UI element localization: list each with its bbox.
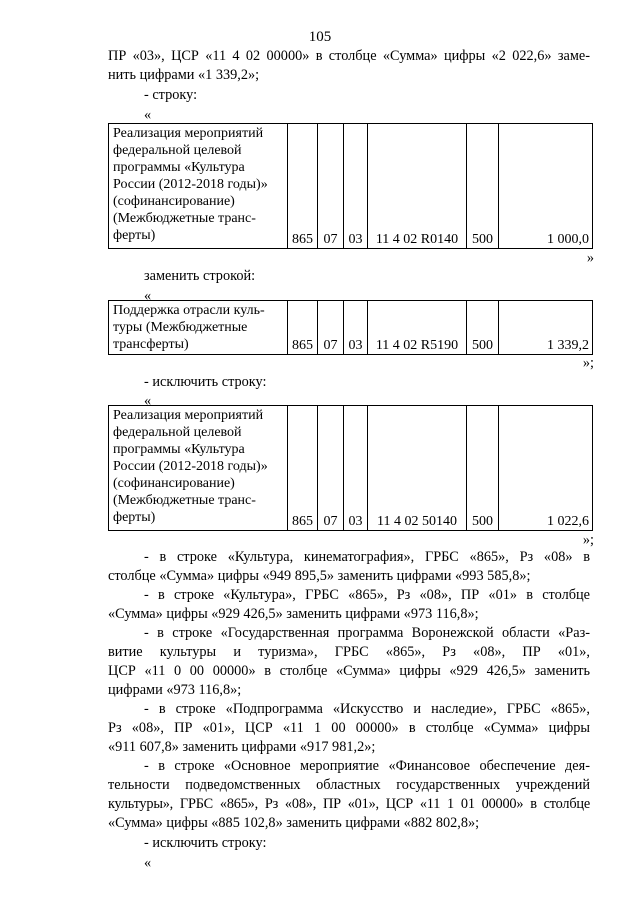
csr-cell: 11 4 02 R0140 <box>368 124 467 249</box>
vr-cell: 500 <box>467 301 499 355</box>
paragraph-line: «Сумма» цифры «885 102,8» заменить цифрами «882 802,8»; <box>108 815 480 831</box>
paragraph-line: - в строке «Государственная программа Воронежской области «Раз- <box>144 625 590 641</box>
pr-cell: 03 <box>344 301 368 355</box>
close-quote: »; <box>582 355 594 371</box>
sum-cell: 1 000,0 <box>499 124 593 249</box>
grbs-cell: 865 <box>288 124 318 249</box>
paragraph-line: - в строке «Основное мероприятие «Финансовое обеспечение дея- <box>144 758 590 774</box>
sum-cell: 1 022,6 <box>499 406 593 531</box>
instruction-label: - исключить строку: <box>144 374 267 390</box>
paragraph-line: столбце «Сумма» цифры «949 895,5» заменить цифрами «993 585,8»; <box>108 568 531 584</box>
instruction-label: заменить строкой: <box>144 268 256 284</box>
paragraph-line: нить цифрами «1 339,2»; <box>108 67 260 83</box>
paragraph-line: витие культуры и туризма», ГРБС «865», Рз «08», ПР «01», <box>108 644 590 660</box>
sum-cell: 1 339,2 <box>499 301 593 355</box>
row-name: Реализация мероприятий федеральной целевой программы «Культура России (2012-2018 годы)» (софинансирование) (Межбюджетные транс-ферты) <box>109 124 288 249</box>
paragraph-line: Рз «08», ПР «01», ЦСР «11 1 00 00000» в столбце «Сумма» цифры <box>108 720 590 736</box>
open-quote: « <box>144 288 152 304</box>
open-quote: « <box>144 107 152 123</box>
row-name: Поддержка отрасли куль-туры (Межбюджетные трансферты) <box>109 301 288 355</box>
rz-cell: 07 <box>318 301 344 355</box>
rz-cell: 07 <box>318 124 344 249</box>
vr-cell: 500 <box>467 406 499 531</box>
pr-cell: 03 <box>344 124 368 249</box>
paragraph-line: ПР «03», ЦСР «11 4 02 00000» в столбце «Сумма» цифры «2 022,6» заме- <box>108 48 590 64</box>
rz-cell: 07 <box>318 406 344 531</box>
paragraph-line: - в строке «Подпрограмма «Искусство и наследие», ГРБС «865», <box>144 701 590 717</box>
paragraph-line: тельности подведомственных областных государственных учреждений <box>108 777 590 793</box>
vr-cell: 500 <box>467 124 499 249</box>
budget-table-row-1 <box>108 123 593 249</box>
paragraph-line: цифрами «973 116,8»; <box>108 682 242 698</box>
paragraph-line: ЦСР «11 0 00 00000» в столбце «Сумма» цифры «929 426,5» заменить <box>108 663 590 679</box>
close-quote: » <box>586 250 594 266</box>
instruction-label: - строку: <box>144 87 198 103</box>
paragraph-line: - в строке «Культура», ГРБС «865», Рз «08», ПР «01» в столбце <box>144 587 590 603</box>
grbs-cell: 865 <box>288 301 318 355</box>
csr-cell: 11 4 02 50140 <box>368 406 467 531</box>
close-quote: »; <box>582 532 594 548</box>
paragraph-line: «911 607,8» заменить цифрами «917 981,2»; <box>108 739 376 755</box>
row-name: Реализация мероприятий федеральной целевой программы «Культура России (2012-2018 годы)» (софинансирование) (Межбюджетные транс-ферты) <box>109 406 288 531</box>
paragraph-line: «Сумма» цифры «929 426,5» заменить цифрами «973 116,8»; <box>108 606 479 622</box>
open-quote: « <box>144 393 152 409</box>
paragraph-line: - в строке «Культура, кинематография», ГРБС «865», Рз «08» в <box>144 549 590 565</box>
instruction-label: - исключить строку: <box>144 835 267 851</box>
paragraph-line: культуры», ГРБС «865», Рз «08», ПР «01», ЦСР «11 1 01 00000» в столбце <box>108 796 590 812</box>
open-quote: « <box>144 855 152 871</box>
grbs-cell: 865 <box>288 406 318 531</box>
budget-table-row-3 <box>108 405 593 531</box>
budget-table-row-2 <box>108 300 593 355</box>
pr-cell: 03 <box>344 406 368 531</box>
page-number: 105 <box>308 29 332 45</box>
csr-cell: 11 4 02 R5190 <box>368 301 467 355</box>
